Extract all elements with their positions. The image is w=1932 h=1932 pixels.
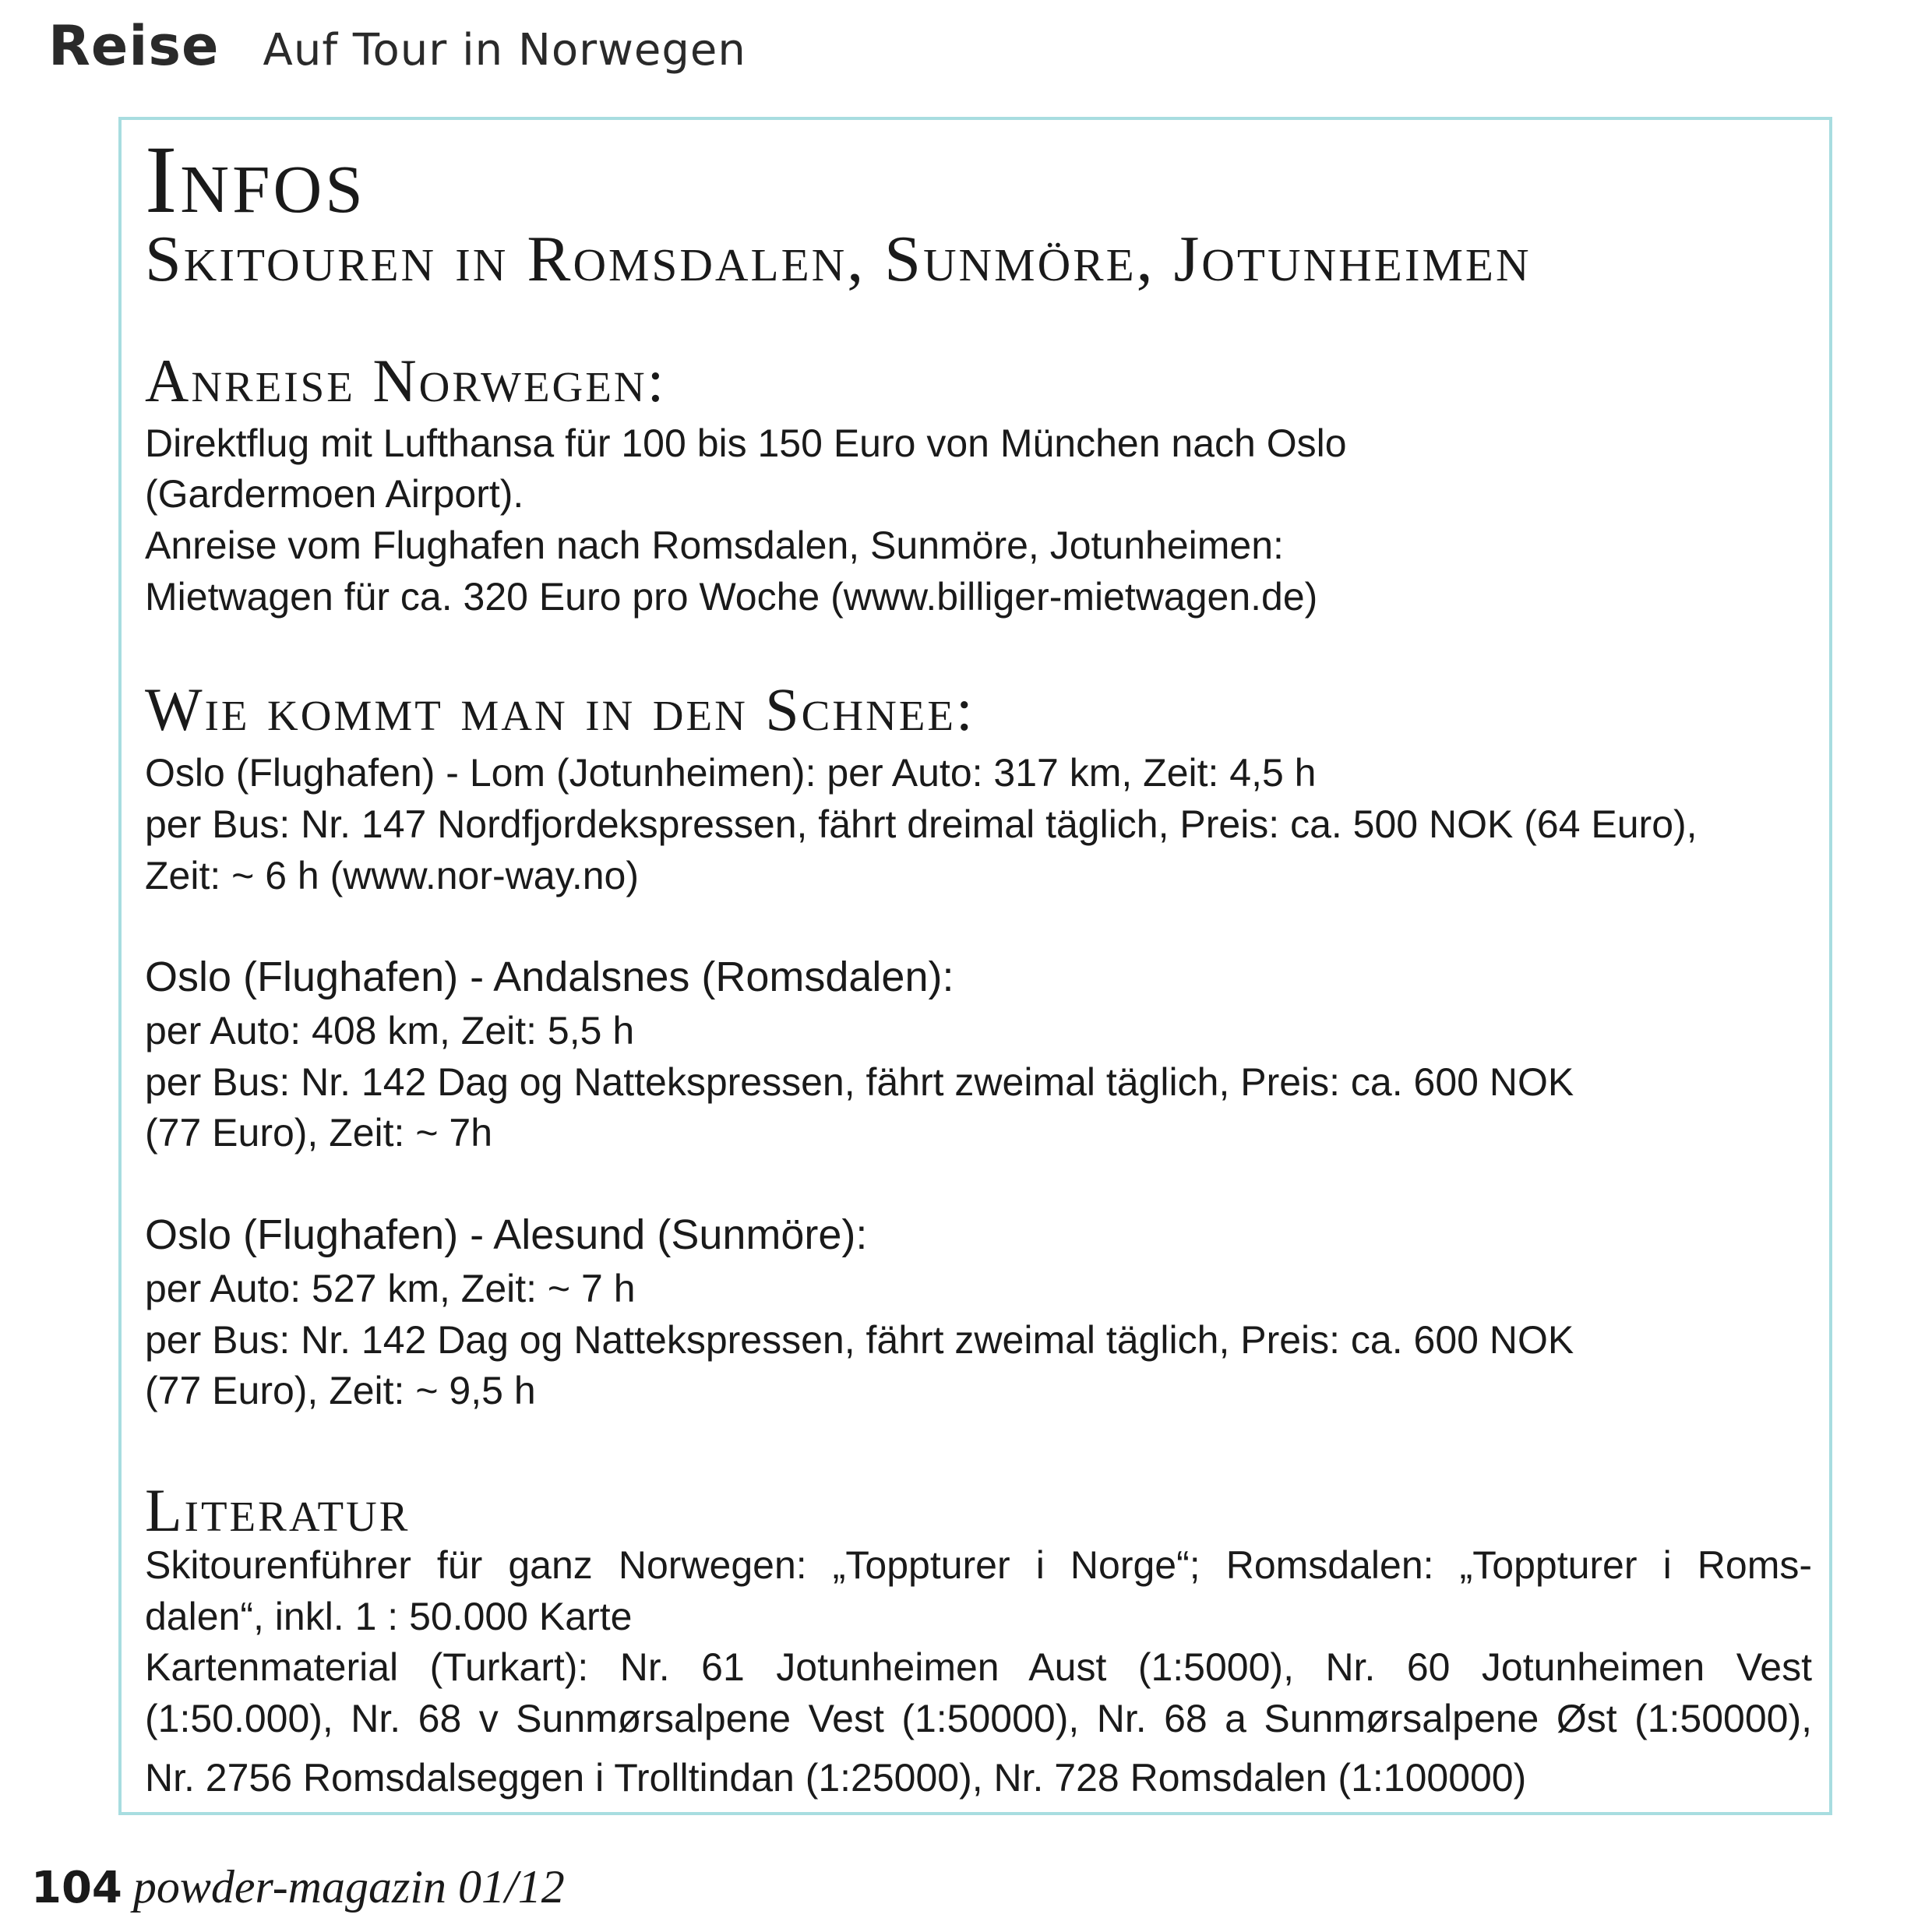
alesund-line: (77 Euro), Zeit: ~ 9,5 h — [145, 1369, 536, 1412]
page-subtitle: Auf Tour in Norwegen — [263, 25, 746, 76]
andalsnes-line: (77 Euro), Zeit: ~ 7h — [145, 1111, 493, 1155]
heading-schnee: Wie kommt man in den Schnee: — [145, 675, 975, 743]
literatur-line: (1:50.000), Nr. 68 v Sunmørsalpene Vest (1:50000), Nr. 68 a Sunmørsalpene Øst (1:50000), — [145, 1697, 1812, 1740]
heading-anreise: Anreise Norwegen: — [145, 347, 667, 414]
literatur-line: dalen“, inkl. 1 : 50.000 Karte — [145, 1595, 633, 1638]
lom-line: per Bus: Nr. 147 Nordfjordekspressen, fährt dreimal täglich, Preis: ca. 500 NOK (64 Euro), — [145, 802, 1698, 846]
page-header — [48, 14, 746, 78]
anreise-line: (Gardermoen Airport). — [145, 472, 524, 516]
info-box-title: Infos — [145, 126, 366, 233]
alesund-line: per Auto: 527 km, Zeit: ~ 7 h — [145, 1267, 636, 1310]
anreise-line: Anreise vom Flughafen nach Romsdalen, Sunmöre, Jotunheimen: — [145, 524, 1284, 567]
info-box-subtitle: Skitouren in Romsdalen, Sunmöre, Jotunheimen — [145, 223, 1532, 295]
page-footer — [31, 1860, 565, 1914]
route-andalsnes: Oslo (Flughafen) - Andalsnes (Romsdalen): — [145, 954, 954, 1000]
literatur-line: Skitourenführer für ganz Norwegen: „Toppturer i Norge“; Romsdalen: „Toppturer i Roms- — [145, 1543, 1812, 1587]
route-alesund: Oslo (Flughafen) - Alesund (Sunmöre): — [145, 1211, 868, 1258]
anreise-line: Mietwagen für ca. 320 Euro pro Woche (www.billiger-mietwagen.de) — [145, 575, 1318, 619]
lom-line: Oslo (Flughafen) - Lom (Jotunheimen): per Auto: 317 km, Zeit: 4,5 h — [145, 751, 1317, 795]
section-title: Reise — [48, 14, 220, 78]
info-box — [118, 117, 1832, 1815]
andalsnes-line: per Auto: 408 km, Zeit: 5,5 h — [145, 1009, 635, 1052]
literatur-line: Nr. 2756 Romsdalseggen i Trolltindan (1:25000), Nr. 728 Romsdalen (1:100000) — [145, 1756, 1527, 1800]
lom-line: Zeit: ~ 6 h (www.nor-way.no) — [145, 854, 640, 897]
andalsnes-line: per Bus: Nr. 142 Dag og Nattekspressen, fährt zweimal täglich, Preis: ca. 600 NOK — [145, 1060, 1574, 1104]
alesund-line: per Bus: Nr. 142 Dag og Nattekspressen, fährt zweimal täglich, Preis: ca. 600 NOK — [145, 1318, 1574, 1362]
heading-literatur: Literatur — [145, 1476, 411, 1544]
literatur-line: Kartenmaterial (Turkart): Nr. 61 Jotunheimen Aust (1:5000), Nr. 60 Jotunheimen Vest — [145, 1645, 1812, 1689]
page-number: 104 — [31, 1863, 122, 1913]
magazine-name: powder-magazin 01/12 — [132, 1861, 565, 1913]
anreise-line: Direktflug mit Lufthansa für 100 bis 150 Euro von München nach Oslo — [145, 421, 1347, 465]
